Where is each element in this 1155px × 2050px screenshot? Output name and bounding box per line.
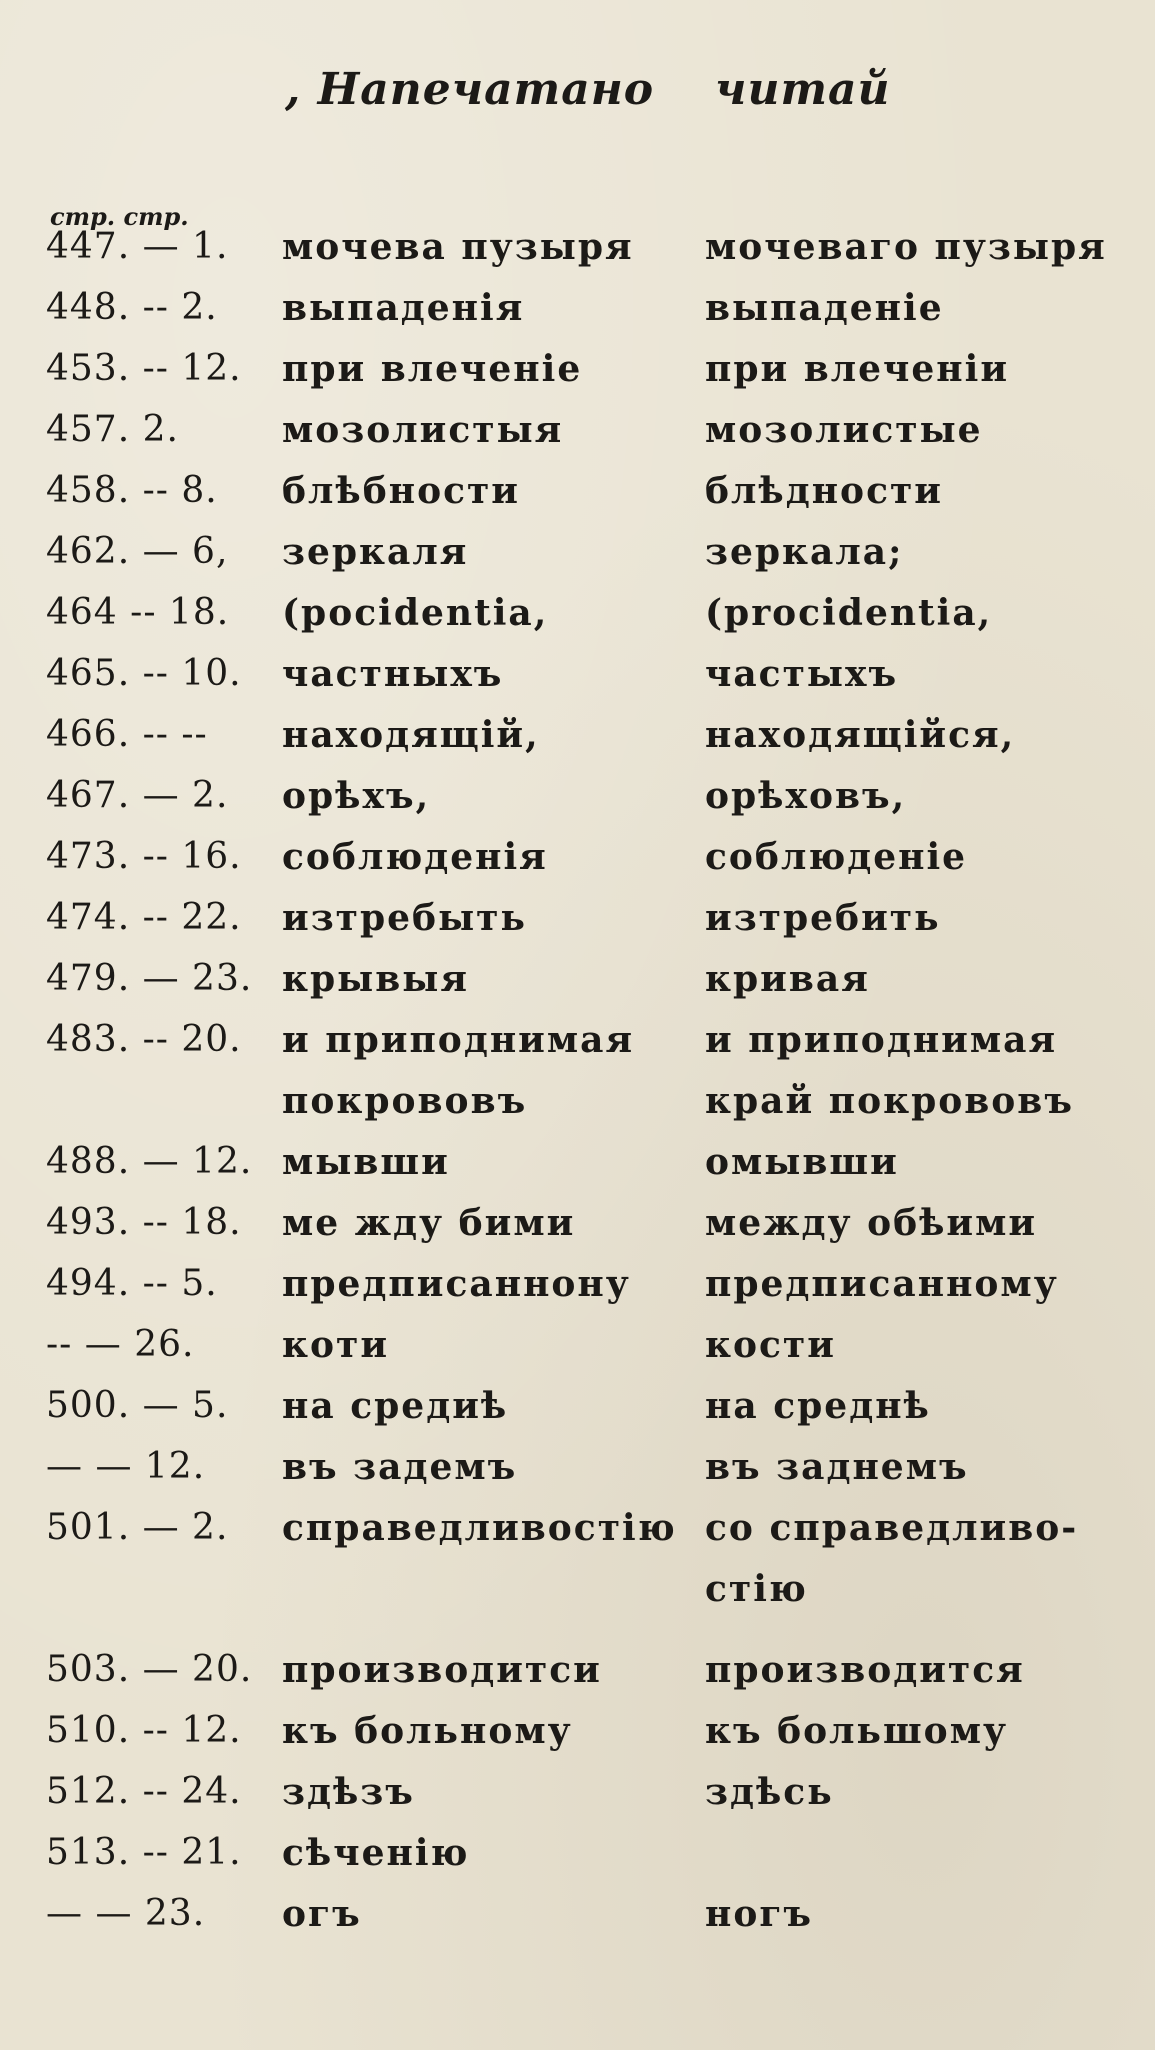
- page-line-ref: 503. — 20.: [46, 1649, 253, 1690]
- errata-row: [0, 1893, 1155, 1954]
- errata-row: [0, 592, 1155, 653]
- errata-row: [0, 409, 1155, 470]
- printed-text: находящій,: [282, 714, 540, 756]
- corrected-text: частыхъ: [705, 653, 899, 695]
- corrected-text: (procidentia,: [705, 592, 993, 634]
- corrected-text: при влеченіи: [705, 348, 1010, 390]
- corrected-text: въ заднемъ: [705, 1446, 969, 1488]
- page-line-ref: 493. -- 18.: [46, 1202, 242, 1243]
- corrected-text: зеркала;: [705, 531, 904, 573]
- corrected-text-continuation: край покрововъ: [705, 1080, 1074, 1122]
- page-line-ref: 479. — 23.: [46, 958, 253, 999]
- errata-row: [0, 775, 1155, 836]
- errata-row: [0, 653, 1155, 714]
- page-line-ref: 512. -- 24.: [46, 1771, 242, 1812]
- printed-text: ме жду бими: [282, 1202, 576, 1244]
- errata-row: [0, 1507, 1155, 1629]
- errata-row: [0, 836, 1155, 897]
- page-line-ref: — — 23.: [46, 1893, 206, 1934]
- printed-text: крывыя: [282, 958, 469, 1000]
- corrected-text: къ большому: [705, 1710, 1009, 1752]
- printed-text-continuation: покрововъ: [282, 1080, 528, 1122]
- printed-text: и приподнимая: [282, 1019, 635, 1061]
- errata-row: [0, 1202, 1155, 1263]
- page-line-ref: 464 -- 18.: [46, 592, 230, 633]
- printed-text: предписаннону: [282, 1263, 631, 1305]
- printed-text: зеркаля: [282, 531, 469, 573]
- corrected-text: соблюденіе: [705, 836, 968, 878]
- corrected-text-continuation: стію: [705, 1568, 808, 1610]
- printed-text: сѣченію: [282, 1832, 470, 1874]
- corrected-text: между обѣими: [705, 1202, 1038, 1244]
- errata-row: [0, 348, 1155, 409]
- corrected-text: мочеваго пузыря: [705, 226, 1107, 268]
- errata-row: [0, 1771, 1155, 1832]
- corrected-text: предписанному: [705, 1263, 1059, 1305]
- printed-text: частныхъ: [282, 653, 504, 695]
- corrected-text: мозолистые: [705, 409, 983, 451]
- page-line-ref: 474. -- 22.: [46, 897, 242, 938]
- printed-text: коти: [282, 1324, 390, 1366]
- corrected-text: со справедливо-: [705, 1507, 1079, 1549]
- page-line-ref: 510. -- 12.: [46, 1710, 242, 1751]
- printed-text: изтребыть: [282, 897, 527, 939]
- printed-text: въ задемъ: [282, 1446, 518, 1488]
- errata-row: [0, 1019, 1155, 1141]
- printed-text: справедливостію: [282, 1507, 677, 1549]
- page-line-ref: 462. — 6,: [46, 531, 229, 572]
- printed-text: мочева пузыря: [282, 226, 634, 268]
- page-line-ref: -- — 26.: [46, 1324, 195, 1365]
- printed-text: здѣзъ: [282, 1771, 415, 1813]
- printed-text: при влеченіе: [282, 348, 583, 390]
- printed-column-title: , Напечатано: [285, 64, 655, 115]
- errata-row: [0, 897, 1155, 958]
- errata-row: [0, 1324, 1155, 1385]
- read-column-title: читай: [715, 64, 891, 115]
- errata-row: [0, 1385, 1155, 1446]
- printed-text: выпаденія: [282, 287, 525, 329]
- corrected-text: выпаденіе: [705, 287, 944, 329]
- page-line-ref: 457. 2.: [46, 409, 179, 450]
- corrected-text: на среднѣ: [705, 1385, 931, 1427]
- corrected-text: и приподнимая: [705, 1019, 1058, 1061]
- corrected-text: кости: [705, 1324, 836, 1366]
- printed-text: на средиѣ: [282, 1385, 509, 1427]
- printed-text: соблюденія: [282, 836, 548, 878]
- corrected-text: омывши: [705, 1141, 899, 1183]
- errata-row: [0, 226, 1155, 287]
- corrected-text: орѣховъ,: [705, 775, 907, 817]
- errata-header: [0, 64, 1155, 134]
- printed-text: (pocidentia,: [282, 592, 549, 634]
- corrected-text: блѣдности: [705, 470, 943, 512]
- page-line-ref: 500. — 5.: [46, 1385, 229, 1426]
- corrected-text: здѣсь: [705, 1771, 834, 1813]
- page-line-ref: 488. — 12.: [46, 1141, 253, 1182]
- page-line-ref: 513. -- 21.: [46, 1832, 242, 1873]
- printed-text: блѣбности: [282, 470, 521, 512]
- page-line-ref: 467. — 2.: [46, 775, 229, 816]
- errata-row: [0, 1710, 1155, 1771]
- errata-row: [0, 531, 1155, 592]
- page-line-ref: 453. -- 12.: [46, 348, 242, 389]
- corrected-text: ногъ: [705, 1893, 814, 1935]
- page-line-ref: 466. -- --: [46, 714, 208, 755]
- printed-text: орѣхъ,: [282, 775, 431, 817]
- errata-row: [0, 714, 1155, 775]
- errata-row: [0, 1446, 1155, 1507]
- errata-list: [0, 226, 1155, 1954]
- page-line-ref: 448. -- 2.: [46, 287, 218, 328]
- page-line-ref: 473. -- 16.: [46, 836, 242, 877]
- errata-row: [0, 287, 1155, 348]
- page-line-ref: 447. — 1.: [46, 226, 229, 267]
- errata-row: [0, 1263, 1155, 1324]
- page-line-subheader: стр. стр.: [50, 202, 189, 231]
- corrected-text: изтребить: [705, 897, 941, 939]
- errata-row: [0, 1141, 1155, 1202]
- printed-text: къ больному: [282, 1710, 573, 1752]
- errata-row: [0, 958, 1155, 1019]
- corrected-text: производится: [705, 1649, 1025, 1691]
- errata-row: [0, 470, 1155, 531]
- page-line-ref: 501. — 2.: [46, 1507, 229, 1548]
- printed-text: огъ: [282, 1893, 362, 1935]
- printed-text: производитси: [282, 1649, 602, 1691]
- page-line-ref: 458. -- 8.: [46, 470, 218, 511]
- errata-row: [0, 1649, 1155, 1710]
- printed-text: мозолистыя: [282, 409, 564, 451]
- corrected-text: находящійся,: [705, 714, 1016, 756]
- page-line-ref: — — 12.: [46, 1446, 206, 1487]
- printed-text: мывши: [282, 1141, 450, 1183]
- corrected-text: кривая: [705, 958, 870, 1000]
- errata-row: [0, 1832, 1155, 1893]
- page-line-ref: 465. -- 10.: [46, 653, 242, 694]
- page-line-ref: 494. -- 5.: [46, 1263, 218, 1304]
- page-line-ref: 483. -- 20.: [46, 1019, 242, 1060]
